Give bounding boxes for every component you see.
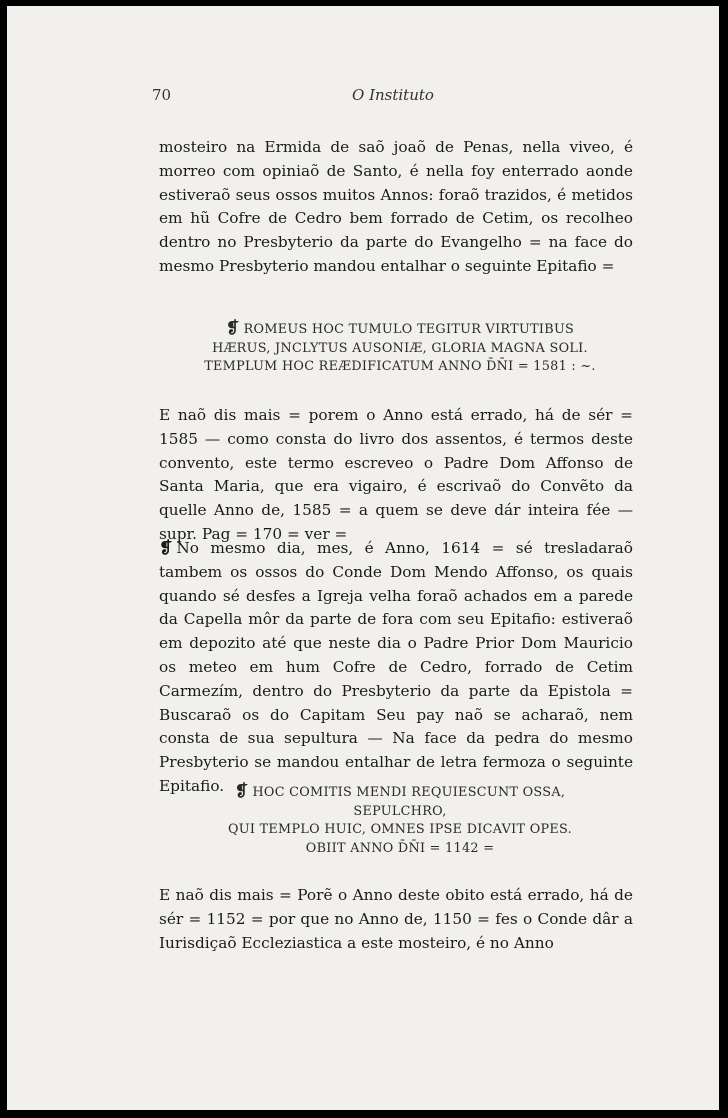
inscription-1-line-1: ❡ ROMEUS HOC TUMULO TEGITUR VIRTUTIBUS	[225, 318, 575, 337]
paragraph-1: mosteiro na Ermida de saõ joaõ de Penas, nella viveo, é morreo com opiniaõ de Santo, é nella foy enterrado aonde estiveraõ seus ossos muitos Annos: foraõ trazidos, é metidos em hũ Cofre de Cedro bem forrado de Cetim, os recolheo dentro no Presbyterio da parte do Evangelho = na face do mesmo Presbyterio mandou entalhar o seguinte Epitafio =	[159, 138, 633, 275]
page-header	[152, 86, 637, 108]
inscription-2-line-4: OBIIT ANNO D̄N̄I = 1142 =	[305, 840, 495, 856]
inscription-2-line-1: ❡ HOC COMITIS MENDI REQUIESCUNT OSSA,	[234, 781, 566, 800]
capitulum-mark-icon: ❡	[225, 318, 240, 337]
capitulum-mark-icon: ❡	[159, 538, 173, 557]
paragraph-4: E naõ dis mais = Porẽ o Anno deste obito está errado, há de sér = 1152 = por que no Anno de, 1150 = fes o Conde dâr a Iurisdiçaõ Eccleziastica a este mosteiro, é no Anno	[159, 886, 633, 952]
epitaph-inscription-2	[162, 782, 638, 858]
inscription-2-line-3: QUI TEMPLO HUIC, OMNES IPSE DICAVIT OPES.	[227, 822, 573, 837]
paragraph-3-text: No mesmo dia, mes, é Anno, 1614 = sé tresladaraõ tambem os ossos do Conde Dom Mendo Affonso, os quais quando sé desfes a Igreja velha foraõ achados em a parede da Capella môr da parte de fora com seu Epitafio: estiveraõ em depozito até que neste dia o Padre Prior Dom Mauricio os meteo em hum Cofre de Cedro, forrado de Cetim Carmezím, dentro do Presbyterio da parte da Epistola = Buscaraõ os do Capitam Seu pay naõ se acharaõ, nem consta de sua sepultura — Na face da pedra do mesmo Presbyterio se mandou entalhar de letra fermoza o seguinte Epitafio.	[159, 539, 633, 795]
inscription-1-line-2: HÆRUS, JNCLYTUS AUSONIÆ, GLORIA MAGNA SOLI.	[212, 340, 588, 356]
epitaph-inscription-1	[162, 319, 638, 377]
paragraph-3	[159, 536, 633, 799]
inscription-1-line-3: TEMPLUM HOC REÆDIFICATUM ANNO D̄N̄I = 1581 : ~.	[204, 359, 596, 374]
paragraph-2: E naõ dis mais = porem o Anno está errado, há de sér = 1585 — como consta do livro dos assentos, é termos deste convento, este termo escreveo o Padre Dom Affonso de Santa Maria, que era vigairo, é escrivaõ do Convẽto da quelle Anno de, 1585 = a quem se deve dár inteira fée — supr. Pag = 170 = ver =	[159, 406, 633, 543]
book-page	[7, 6, 719, 1110]
inscription-2-line-2: SEPULCHRO,	[353, 803, 447, 819]
capitulum-mark-icon: ❡	[234, 781, 249, 800]
running-title: O Instituto	[352, 86, 434, 104]
page-number: 70	[152, 86, 172, 104]
